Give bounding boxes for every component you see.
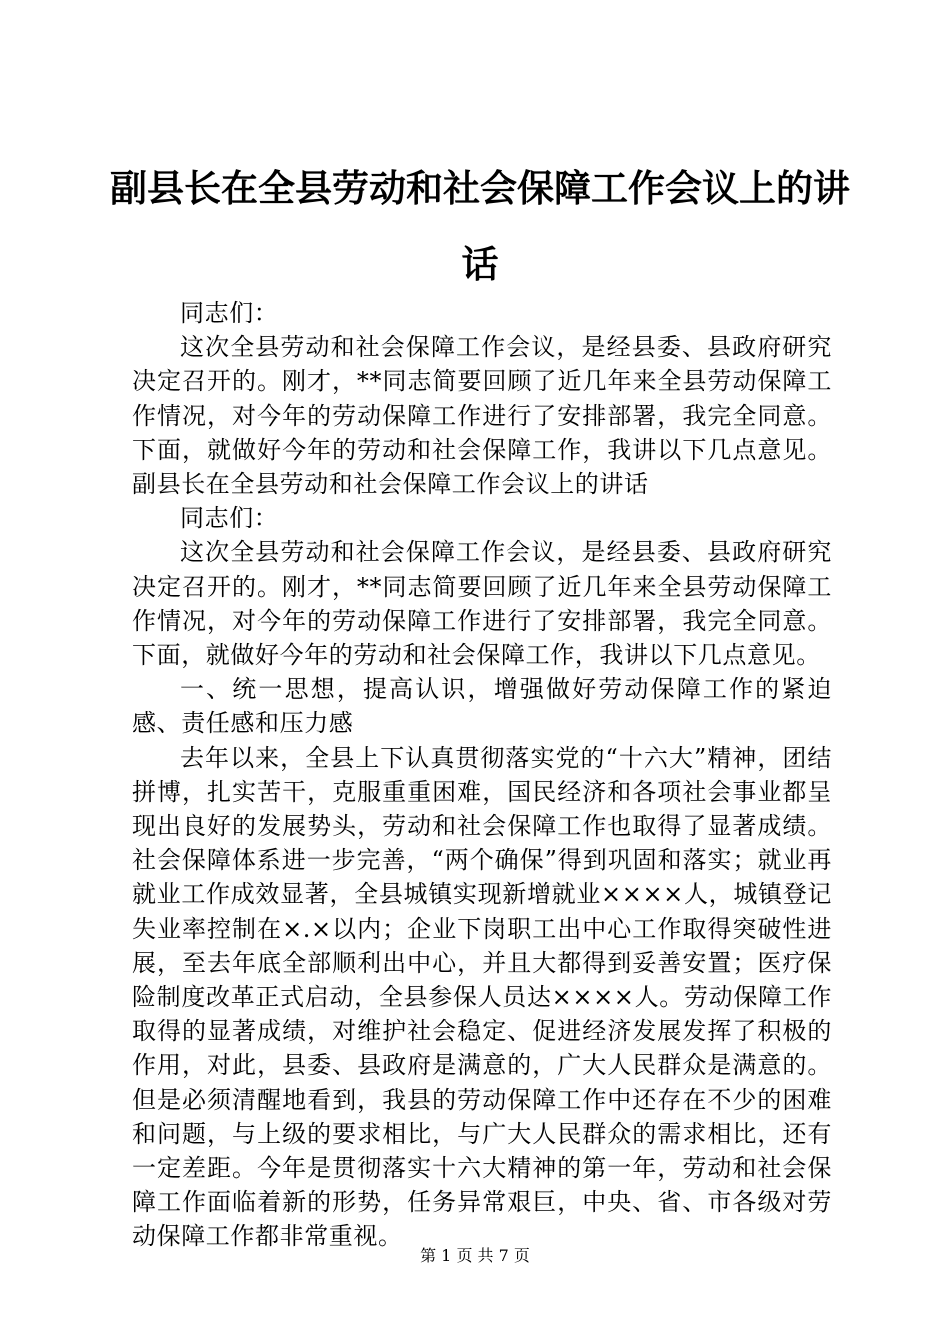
document-body	[132, 296, 832, 1254]
document-title: 副县长在全县劳动和社会保障工作会议上的讲话	[110, 166, 850, 286]
paragraph: 这次全县劳动和社会保障工作会议，是经县委、县政府研究决定召开的。刚才，**同志简要回顾了近几年来全县劳动保障工作情况，对今年的劳动保障工作进行了安排部署，我完全同意。下面，就做好今年的劳动和社会保障工作，我讲以下几点意见。副县长在全县劳动和社会保障工作会议上的讲话	[132, 333, 832, 499]
salutation: 同志们：	[180, 299, 279, 327]
salutation: 同志们：	[180, 504, 279, 533]
section-heading: 一、统一思想，提高认识，增强做好劳动保障工作的紧迫感、责任感和压力感	[132, 675, 832, 738]
paragraph: 这次全县劳动和社会保障工作会议，是经县委、县政府研究决定召开的。刚才，**同志简要回顾了近几年来全县劳动保障工作情况，对今年的劳动保障工作进行了安排部署，我完全同意。下面，就做好今年的劳动和社会保障工作，我讲以下几点意见。	[132, 538, 832, 670]
page-number-footer: 第 1 页 共 7 页	[420, 1246, 530, 1265]
paragraph: 去年以来，全县上下认真贯彻落实党的“十六大”精神，团结拼博，扎实苦干，克服重重困难，国民经济和各项社会事业都呈现出良好的发展势头，劳动和社会保障工作也取得了显著成绩。社会保障体系进一步完善，“两个确保”得到巩固和落实；就业再就业工作成效显著，全县城镇实现新增就业××××人，城镇登记失业率控制在×.×以内；企业下岗职工出中心工作取得突破性进展，至去年底全部顺利出中心，并且大都得到妥善安置；医疗保险制度改革正式启动，全县参保人员达××××人。劳动保障工作取得的显著成绩，对维护社会稳定、促进经济发展发挥了积极的作用，对此，县委、县政府是满意的，广大人民群众是满意的。但是必须清醒地看到，我县的劳动保障工作中还存在不少的困难和问题，与上级的要求相比，与广大人民群众的需求相比，还有一定差距。今年是贯彻落实十六大精神的第一年，劳动和社会保障工作面临着新的形势，任务异常艰巨，中央、省、市各级对劳动保障工作都非常重视。	[132, 743, 832, 1251]
